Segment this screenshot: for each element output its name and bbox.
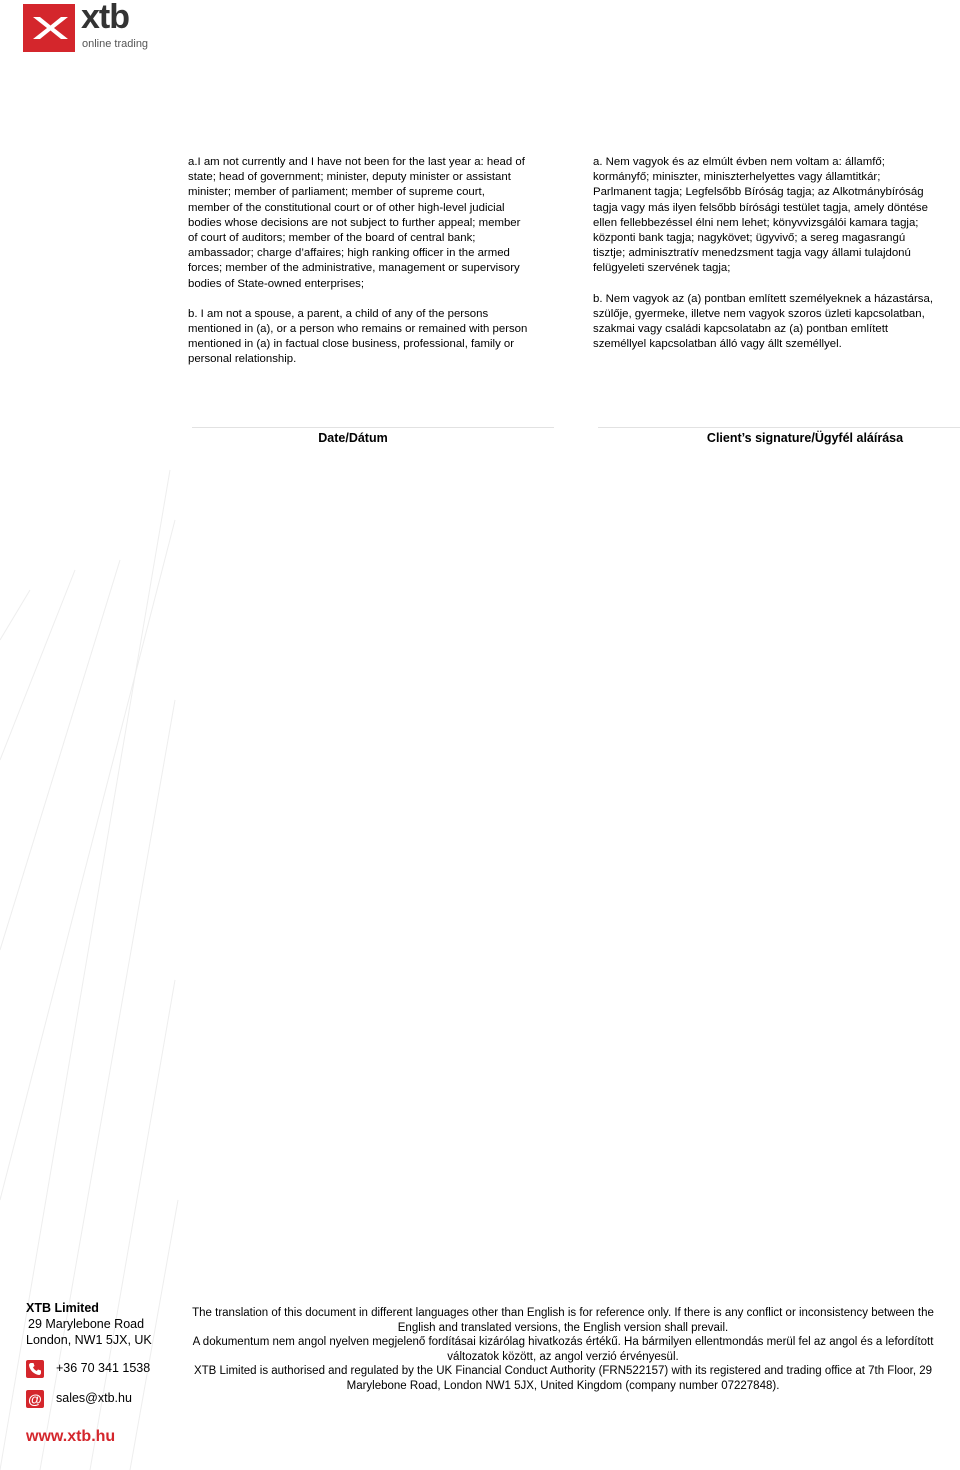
website-link[interactable]: www.xtb.hu <box>26 1428 116 1445</box>
phone-number[interactable]: +36 70 341 1538 <box>56 1361 151 1375</box>
logo-wordmark: xtb <box>81 0 129 36</box>
disclaimer-regulation: XTB Limited is authorised and regulated by the UK Financial Conduct Authority (FRN522157) with its registered and trading office at 7th Floor, 29 Marylebone Road, London NW1 5JX, United Kingdom (company number 07227848). <box>193 1365 933 1392</box>
address-line-2: London, NW1 5JX, UK <box>26 1333 152 1347</box>
english-declaration <box>188 155 528 383</box>
phone-icon <box>26 1360 44 1378</box>
logo-tagline: online trading <box>82 38 149 50</box>
hungarian-clause-a: a. Nem vagyok és az elmúlt évben nem voltam a: államfő; kormányfő; miniszter, miniszterhelyettes vagy államtitkár; Parlmanent tagja; Legfelsőbb Bíróság tagja; az Alkotmánybíróság tagja vagy más ilyen felsőbb bírósági testület tagja, amely döntése ellen fellebbezéssel élni nem lehet; könyvvizsgálói kamara tagja; központi bank tagja; nagykövet; ügyvivő; a sereg magasrangú tisztje; adminisztratív menedzsment tagja vagy állami tulajdonú felügyeleti szervének tagja; <box>593 156 928 275</box>
disclaimer-english: The translation of this document in different languages other than English is for reference only. If there is any conflict or inconsistency between the English and translated versions, the English version shall prevail. <box>192 1307 934 1334</box>
legal-disclaimer <box>190 1306 936 1394</box>
hungarian-clause-b: b. Nem vagyok az (a) pontban említett személyeknek a házastársa, szülője, gyermeke, illetve nem vagyok szoros üzleti kapcsolatban, szakmai vagy családi kapcsolatabn az (a) pontban említett személlyel kapcsolatban álló vagy állt személlyel. <box>593 292 933 351</box>
hungarian-declaration <box>593 155 933 367</box>
english-clause-a: a.I am not currently and I have not been for the last year a: head of state; head of government; minister, deputy minister or assistant minister; member of parliament; member of supreme court, member of the constitutional court or of other high-level judicial bodies whose decisions are not subject to further appeal; member of court of auditors; member of the board of central bank; ambassador; charge d’affaires; high ranking officer in the armed forces; member of the administrative, management or supervisory bodies of State-owned enterprises; <box>188 156 525 290</box>
svg-text:@: @ <box>28 1391 42 1407</box>
xtb-logo <box>23 0 158 52</box>
client-signature-label: Client’s signature/Ügyfél aláírása <box>706 431 904 445</box>
english-clause-b: b. I am not a spouse, a parent, a child of any of the persons mentioned in (a), or a person who remains or remained with person mentioned in (a) in factual close business, professional, family or personal relationship. <box>188 307 528 366</box>
at-sign-icon <box>26 1390 44 1408</box>
disclaimer-hungarian: A dokumentum nem angol nyelven megjelenő fordításai kizárólag hivatkozás értékű. Ha bármilyen ellentmondás merül fel az angol és a lefordított változatok között, az angol verzió érvényesül. <box>192 1336 934 1363</box>
client-signature-line[interactable] <box>598 427 960 428</box>
company-address <box>26 1300 152 1348</box>
date-label: Date/Dátum <box>318 431 388 445</box>
company-name: XTB Limited <box>26 1301 99 1315</box>
email-address[interactable]: sales@xtb.hu <box>56 1391 132 1405</box>
xtb-logo-mark <box>23 4 75 52</box>
address-line-1: 29 Marylebone Road <box>28 1317 145 1331</box>
date-signature-line[interactable] <box>192 427 554 428</box>
